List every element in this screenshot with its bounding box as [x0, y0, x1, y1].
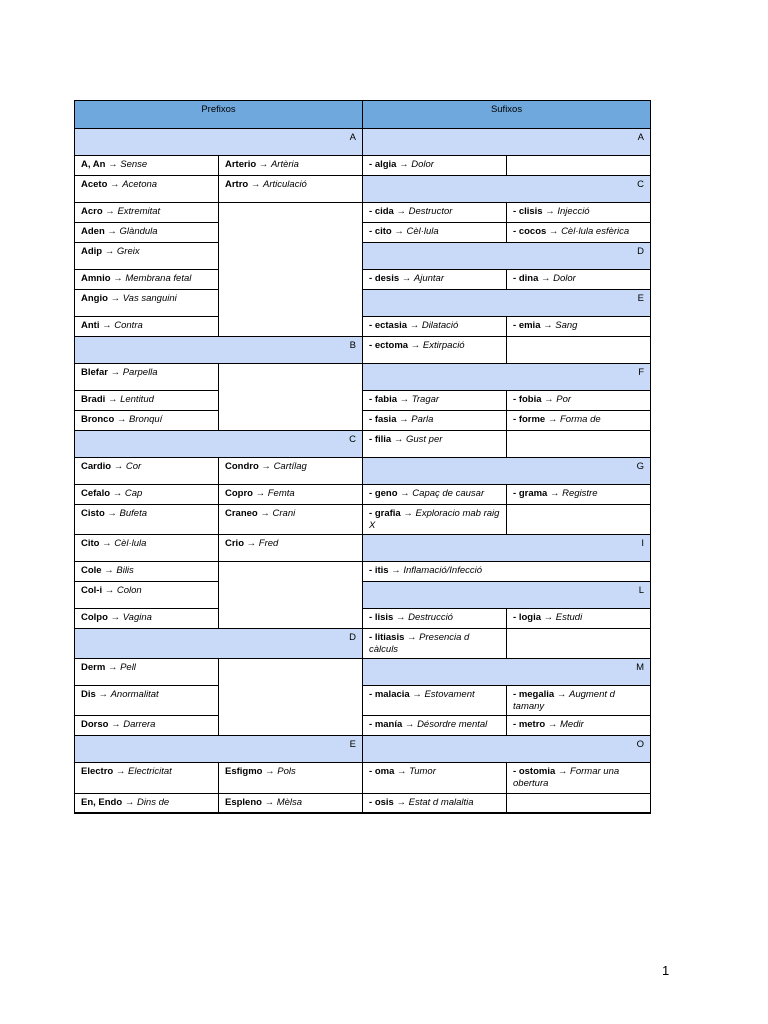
term-cell	[219, 535, 363, 562]
meaning: Exploracio mab raig X	[369, 508, 500, 531]
meaning: Cartílag	[273, 461, 307, 472]
meaning: Fred	[258, 538, 279, 550]
meaning: Sang	[555, 320, 578, 331]
meaning: Cèl·lula	[406, 226, 439, 237]
arrow-icon: →	[399, 414, 409, 425]
term-cell	[507, 686, 651, 716]
terms-table	[74, 100, 651, 814]
table-row	[75, 317, 651, 337]
term-cell	[75, 686, 219, 716]
term-cell	[363, 391, 507, 411]
header-row	[75, 101, 651, 129]
term-cell	[363, 223, 507, 243]
arrow-icon: →	[410, 340, 421, 351]
term-cell	[75, 317, 219, 337]
term-cell	[75, 391, 219, 411]
meaning: Cèl·lula esfèrica	[561, 226, 630, 237]
term: - algia	[369, 159, 397, 170]
meaning: Glàndula	[119, 226, 158, 237]
arrow-icon: →	[102, 320, 112, 331]
term: Espleno	[225, 796, 262, 808]
term-cell	[75, 223, 219, 243]
arrow-icon: →	[264, 796, 275, 808]
term: A, An	[81, 159, 106, 170]
arrow-icon: →	[255, 488, 266, 499]
arrow-icon: →	[403, 508, 413, 519]
term: Electro	[81, 766, 114, 778]
arrow-icon: →	[104, 565, 114, 577]
meaning: Destructor	[408, 206, 453, 217]
term-cell	[363, 716, 507, 736]
term: Aceto	[81, 179, 108, 190]
arrow-icon: →	[397, 766, 407, 778]
term: - dina	[513, 273, 539, 284]
term-cell	[75, 535, 219, 562]
meaning: Capaç de causar	[412, 488, 485, 499]
section-letter: A	[75, 129, 363, 156]
term: - manía	[369, 719, 403, 731]
term-cell	[75, 411, 219, 431]
term: - oma	[369, 766, 395, 778]
empty-cell	[507, 629, 651, 659]
arrow-icon: →	[107, 662, 118, 674]
meaning: Gust per	[405, 434, 443, 445]
meaning: Extremitat	[117, 206, 161, 217]
meaning: Estat d malaltia	[408, 796, 474, 808]
meaning: Bufeta	[119, 508, 147, 519]
term-cell	[75, 176, 219, 203]
meaning: Lentitud	[120, 394, 154, 405]
sufixos-header: Sufixos	[363, 101, 651, 129]
table-row	[75, 793, 651, 813]
table-row	[75, 290, 651, 317]
term: - itis	[369, 565, 389, 577]
term-cell	[75, 562, 219, 582]
meaning: Crani	[272, 508, 296, 519]
term-cell	[219, 505, 363, 535]
table-row	[75, 716, 651, 736]
empty-cell	[219, 364, 363, 431]
table-row	[75, 535, 651, 562]
section-letter: O	[363, 736, 651, 763]
meaning: Femta	[267, 488, 295, 499]
table-row	[75, 364, 651, 391]
arrow-icon: →	[396, 206, 406, 217]
section-letter: M	[363, 659, 651, 686]
term-cell	[507, 391, 651, 411]
meaning: Désordre mental	[417, 719, 488, 731]
term: - osis	[369, 796, 394, 808]
arrow-icon: →	[399, 159, 409, 170]
arrow-icon: →	[260, 508, 270, 519]
term: Amnio	[81, 273, 111, 284]
meaning: Dins de	[136, 796, 170, 808]
term: Dorso	[81, 719, 109, 731]
term: Artro	[225, 179, 249, 190]
term: - geno	[369, 488, 398, 499]
table-row	[75, 562, 651, 582]
meaning: Electricitat	[128, 766, 172, 778]
table-row	[75, 411, 651, 431]
term: Anti	[81, 320, 100, 331]
meaning: Bronquí	[129, 414, 163, 425]
section-letter: A	[363, 129, 651, 156]
term: Blefar	[81, 367, 108, 378]
arrow-icon: →	[556, 689, 567, 701]
arrow-icon: →	[110, 612, 121, 624]
term-cell	[363, 562, 651, 582]
empty-cell	[507, 431, 651, 458]
term: - grafia	[369, 508, 401, 519]
term-cell	[363, 629, 507, 659]
meaning: Vas sanguini	[122, 293, 177, 304]
meaning: Tragar	[411, 394, 440, 405]
term: Cisto	[81, 508, 105, 519]
table-row	[75, 129, 651, 156]
term-cell	[507, 270, 651, 290]
term-cell	[507, 716, 651, 736]
arrow-icon: →	[107, 394, 118, 405]
arrow-icon: →	[549, 488, 560, 499]
meaning: Forma de	[560, 414, 601, 425]
meaning: Ajuntar	[413, 273, 445, 284]
term: Craneo	[225, 508, 258, 519]
table-row	[75, 223, 651, 243]
term: En, Endo	[81, 796, 123, 808]
term: Bradi	[81, 394, 106, 405]
meaning: Articulació	[263, 179, 307, 190]
arrow-icon: →	[98, 689, 108, 701]
arrow-icon: →	[110, 179, 120, 190]
term-cell	[507, 763, 651, 793]
arrow-icon: →	[113, 273, 123, 284]
term-cell	[363, 431, 507, 458]
arrow-icon: →	[246, 538, 257, 550]
term: Adip	[81, 246, 103, 257]
term: - ostomia	[513, 766, 556, 778]
arrow-icon: →	[115, 766, 126, 778]
arrow-icon: →	[102, 538, 112, 550]
table-body	[75, 129, 651, 814]
term: Col-i	[81, 585, 103, 597]
table-row	[75, 485, 651, 505]
term: - logia	[513, 612, 541, 624]
term-cell	[507, 485, 651, 505]
term: - grama	[513, 488, 548, 499]
term: - cocos	[513, 226, 547, 237]
term-cell	[363, 505, 507, 535]
meaning: Registre	[562, 488, 598, 499]
meaning: Artèria	[270, 159, 299, 170]
term: - clisis	[513, 206, 543, 217]
term-cell	[75, 716, 219, 736]
section-letter: E	[363, 290, 651, 317]
meaning: Por	[556, 394, 572, 405]
term-cell	[75, 485, 219, 505]
arrow-icon: →	[401, 273, 412, 284]
meaning: Pell	[120, 662, 136, 674]
arrow-icon: →	[545, 206, 555, 217]
term-cell	[219, 485, 363, 505]
term: Acro	[81, 206, 103, 217]
term: - cida	[369, 206, 394, 217]
section-letter: L	[363, 582, 651, 609]
page-number: 1	[662, 963, 670, 978]
arrow-icon: →	[409, 320, 420, 331]
term: - lisis	[369, 612, 394, 624]
term-cell	[75, 243, 219, 270]
term: - ectasia	[369, 320, 408, 331]
arrow-icon: →	[110, 293, 121, 304]
arrow-icon: →	[108, 159, 118, 170]
term: - desis	[369, 273, 400, 284]
term-cell	[363, 337, 507, 364]
section-letter: E	[75, 736, 363, 763]
section-letter: D	[75, 629, 363, 659]
meaning: Destrucció	[408, 612, 453, 624]
term: - ectoma	[369, 340, 409, 351]
table-row	[75, 458, 651, 485]
meaning: Cap	[124, 488, 143, 499]
section-letter: D	[363, 243, 651, 270]
meaning: Contra	[114, 320, 143, 331]
meaning: Parla	[411, 414, 434, 425]
meaning: Greix	[116, 246, 140, 257]
section-letter: G	[363, 458, 651, 485]
meaning: Membrana fetal	[125, 273, 192, 284]
arrow-icon: →	[393, 434, 404, 445]
arrow-icon: →	[412, 689, 422, 701]
arrow-icon: →	[104, 246, 115, 257]
term-cell	[363, 203, 507, 223]
arrow-icon: →	[548, 226, 559, 237]
empty-cell	[219, 659, 363, 736]
empty-cell	[219, 562, 363, 629]
term: Dis	[81, 689, 96, 701]
meaning: Presencia d càlculs	[369, 632, 470, 655]
term: Cefalo	[81, 488, 111, 499]
term-cell	[75, 364, 219, 391]
arrow-icon: →	[111, 719, 121, 731]
term: - litiasis	[369, 632, 405, 644]
table-row	[75, 629, 651, 659]
term-cell	[219, 793, 363, 813]
arrow-icon: →	[258, 159, 269, 170]
empty-cell	[219, 203, 363, 337]
term-cell	[507, 203, 651, 223]
term: - filia	[369, 434, 392, 445]
term: Angio	[81, 293, 108, 304]
term-cell	[75, 763, 219, 793]
term-cell	[507, 411, 651, 431]
meaning: Darrera	[123, 719, 156, 731]
arrow-icon: →	[261, 461, 271, 472]
term-cell	[75, 203, 219, 223]
term-cell	[507, 317, 651, 337]
term-cell	[363, 317, 507, 337]
arrow-icon: →	[104, 585, 115, 597]
arrow-icon: →	[113, 461, 124, 472]
arrow-icon: →	[116, 414, 127, 425]
term-cell	[75, 290, 219, 317]
arrow-icon: →	[112, 488, 123, 499]
arrow-icon: →	[105, 206, 115, 217]
table-row	[75, 431, 651, 458]
arrow-icon: →	[547, 719, 558, 731]
term-cell	[75, 582, 219, 609]
term: Derm	[81, 662, 106, 674]
meaning: Colon	[116, 585, 142, 597]
arrow-icon: →	[541, 273, 551, 284]
term-cell	[363, 763, 507, 793]
term-cell	[75, 270, 219, 290]
term-cell	[363, 156, 507, 176]
term-cell	[219, 458, 363, 485]
meaning: Sense	[120, 159, 148, 170]
term: Aden	[81, 226, 105, 237]
term-cell	[75, 659, 219, 686]
term-cell	[363, 686, 507, 716]
arrow-icon: →	[265, 766, 275, 778]
term-cell	[75, 609, 219, 629]
table-row	[75, 736, 651, 763]
term: Arterio	[225, 159, 257, 170]
arrow-icon: →	[544, 394, 554, 405]
meaning: Anormalitat	[110, 689, 159, 701]
section-letter: I	[363, 535, 651, 562]
table-row	[75, 156, 651, 176]
arrow-icon: →	[110, 367, 121, 378]
meaning: Medir	[560, 719, 584, 731]
meaning: Bilis	[116, 565, 134, 577]
meaning: Dilatació	[421, 320, 459, 331]
meaning: Cèl·lula	[114, 538, 147, 550]
term-cell	[507, 609, 651, 629]
table-row	[75, 686, 651, 716]
term: Cole	[81, 565, 102, 577]
term-cell	[363, 270, 507, 290]
empty-cell	[507, 337, 651, 364]
term: - megalia	[513, 689, 555, 701]
term-cell	[219, 763, 363, 793]
term: - malacia	[369, 689, 410, 701]
term: - fobia	[513, 394, 542, 405]
meaning: Estovament	[424, 689, 475, 701]
meaning: Augment d tamany	[513, 689, 615, 712]
section-letter: C	[75, 431, 363, 458]
term-cell	[75, 505, 219, 535]
term: - metro	[513, 719, 546, 731]
section-letter: C	[363, 176, 651, 203]
arrow-icon: →	[124, 796, 135, 808]
arrow-icon: →	[107, 508, 117, 519]
meaning: Mèlsa	[276, 796, 303, 808]
meaning: Injecció	[557, 206, 590, 217]
term-cell	[219, 176, 363, 203]
table-row	[75, 391, 651, 411]
meaning: Inflamació/Infecció	[403, 565, 483, 577]
meaning: Tumor	[409, 766, 436, 778]
empty-cell	[507, 505, 651, 535]
term: Cito	[81, 538, 100, 550]
term-cell	[75, 793, 219, 813]
term: Cardio	[81, 461, 112, 472]
empty-cell	[507, 156, 651, 176]
meaning: Parpella	[122, 367, 158, 378]
meaning: Estudi	[555, 612, 583, 624]
term: - emia	[513, 320, 541, 331]
table-row	[75, 609, 651, 629]
arrow-icon: →	[543, 612, 554, 624]
meaning: Formar una obertura	[513, 766, 620, 790]
arrow-icon: →	[399, 394, 410, 405]
arrow-icon: →	[396, 796, 406, 808]
table-row	[75, 203, 651, 223]
table-row	[75, 243, 651, 270]
term: Esfigmo	[225, 766, 263, 778]
arrow-icon: →	[543, 320, 553, 331]
term: - fabia	[369, 394, 397, 405]
meaning: Cor	[125, 461, 142, 472]
term-cell	[75, 156, 219, 176]
term-cell	[363, 411, 507, 431]
prefixos-header: Prefixos	[75, 101, 363, 129]
term-cell	[363, 793, 507, 813]
arrow-icon: →	[395, 612, 406, 624]
term-cell	[507, 223, 651, 243]
arrow-icon: →	[400, 488, 410, 499]
table-row	[75, 337, 651, 364]
term: - cito	[369, 226, 392, 237]
term: Colpo	[81, 612, 108, 624]
arrow-icon: →	[107, 226, 117, 237]
table-row	[75, 270, 651, 290]
arrow-icon: →	[391, 565, 401, 577]
term: Bronco	[81, 414, 115, 425]
arrow-icon: →	[404, 719, 415, 731]
arrow-icon: →	[407, 632, 417, 644]
table-row	[75, 176, 651, 203]
meaning: Vagina	[122, 612, 152, 624]
table-row	[75, 505, 651, 535]
section-letter: B	[75, 337, 363, 364]
term: - fasia	[369, 414, 397, 425]
arrow-icon: →	[547, 414, 558, 425]
arrow-icon: →	[250, 179, 261, 190]
arrow-icon: →	[557, 766, 568, 778]
term: Condro	[225, 461, 259, 472]
table-row	[75, 659, 651, 686]
term: Copro	[225, 488, 253, 499]
term-cell	[363, 485, 507, 505]
meaning: Dolor	[411, 159, 434, 170]
meaning: Pols	[277, 766, 296, 778]
term-cell	[75, 458, 219, 485]
table-row	[75, 582, 651, 609]
table-row	[75, 763, 651, 793]
term: - forme	[513, 414, 546, 425]
meaning: Acetona	[122, 179, 158, 190]
section-letter: F	[363, 364, 651, 391]
term-cell	[219, 156, 363, 176]
term-cell	[363, 609, 507, 629]
meaning: Dolor	[553, 273, 576, 284]
arrow-icon: →	[394, 226, 404, 237]
meaning: Extirpació	[422, 340, 465, 351]
empty-cell	[507, 793, 651, 813]
term: Crio	[225, 538, 244, 550]
